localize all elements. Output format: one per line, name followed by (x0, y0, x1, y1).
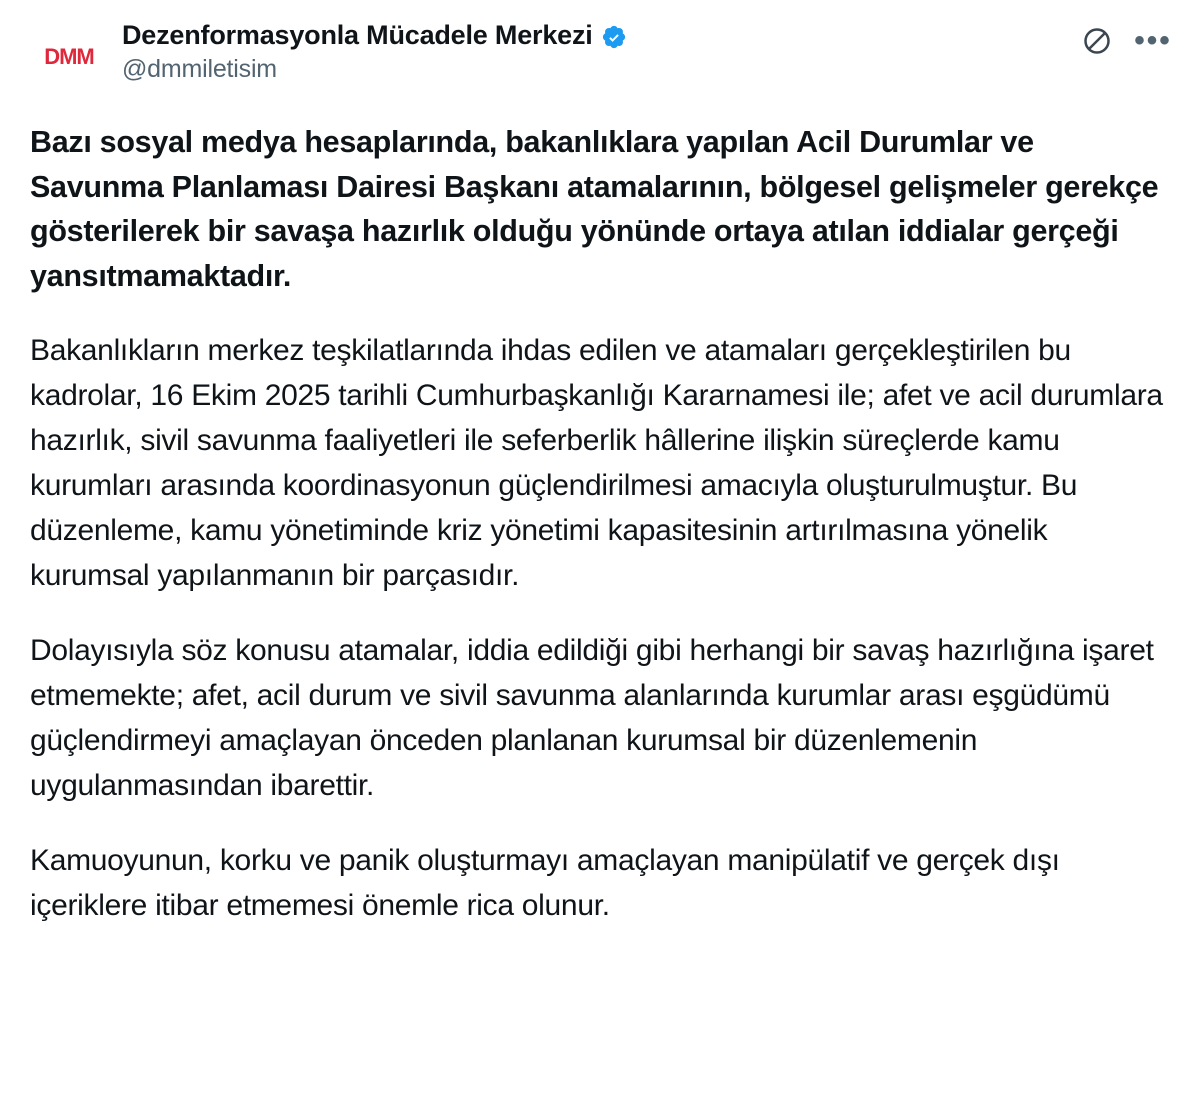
verified-badge-icon (601, 24, 627, 50)
avatar[interactable] (30, 18, 108, 96)
avatar-label: DMM (44, 44, 94, 69)
post-body (30, 96, 1170, 928)
author-handle[interactable]: @dmmiletisim (122, 55, 277, 83)
post-header-actions (1080, 16, 1170, 58)
post-lead-paragraph: Bazı sosyal medya hesaplarında, bakanlıklara yapılan Acil Durumlar ve Savunma Planlaması Dairesi Başkanı atamalarının, bölgesel gelişmeler gerekçe gösterilerek bir savaşa hazırlık olduğu yönünde ortaya atılan iddialar gerçeği yansıtmamaktadır. (30, 125, 1159, 293)
block-icon[interactable] (1080, 24, 1114, 58)
post-paragraph-1: Bakanlıkların merkez teşkilatlarında ihdas edilen ve atamaları gerçekleştirilen bu kadrolar, 16 Ekim 2025 tarihli Cumhurbaşkanlığı Kararnamesi ile; afet ve acil durumlara hazırlık, sivil savunma faaliyetleri ile seferberlik hâllerine ilişkin süreçlerde kamu kurumları arasında koordinasyonun güçlendirilmesi amacıyla oluşturulmuştur. Bu düzenleme, kamu yönetiminde kriz yönetimi kapasitesinin artırılmasına yönelik kurumsal yapılanmanın bir parçasıdır. (30, 334, 1163, 593)
author-display-name[interactable]: Dezenformasyonla Mücadele Merkezi (122, 20, 593, 50)
post-paragraph-3: Kamuoyunun, korku ve panik oluşturmayı amaçlayan manipülatif ve gerçek dışı içeriklere itibar etmemesi önemle rica olunur. (30, 844, 1060, 923)
author-name-row (122, 20, 1062, 51)
author-identity (122, 16, 1062, 84)
more-options-icon: ••• (1134, 24, 1172, 57)
post-header (30, 10, 1170, 96)
post-paragraph-2: Dolayısıyla söz konusu atamalar, iddia edildiği gibi herhangi bir savaş hazırlığına işaret etmemekte; afet, acil durum ve sivil savunma alanlarında kurumlar arası eşgüdümü güçlendirmeyi amaçlayan önceden planlanan kurumsal bir düzenlemenin uygulanmasından ibarettir. (30, 634, 1154, 803)
more-options-button[interactable] (1136, 24, 1170, 58)
